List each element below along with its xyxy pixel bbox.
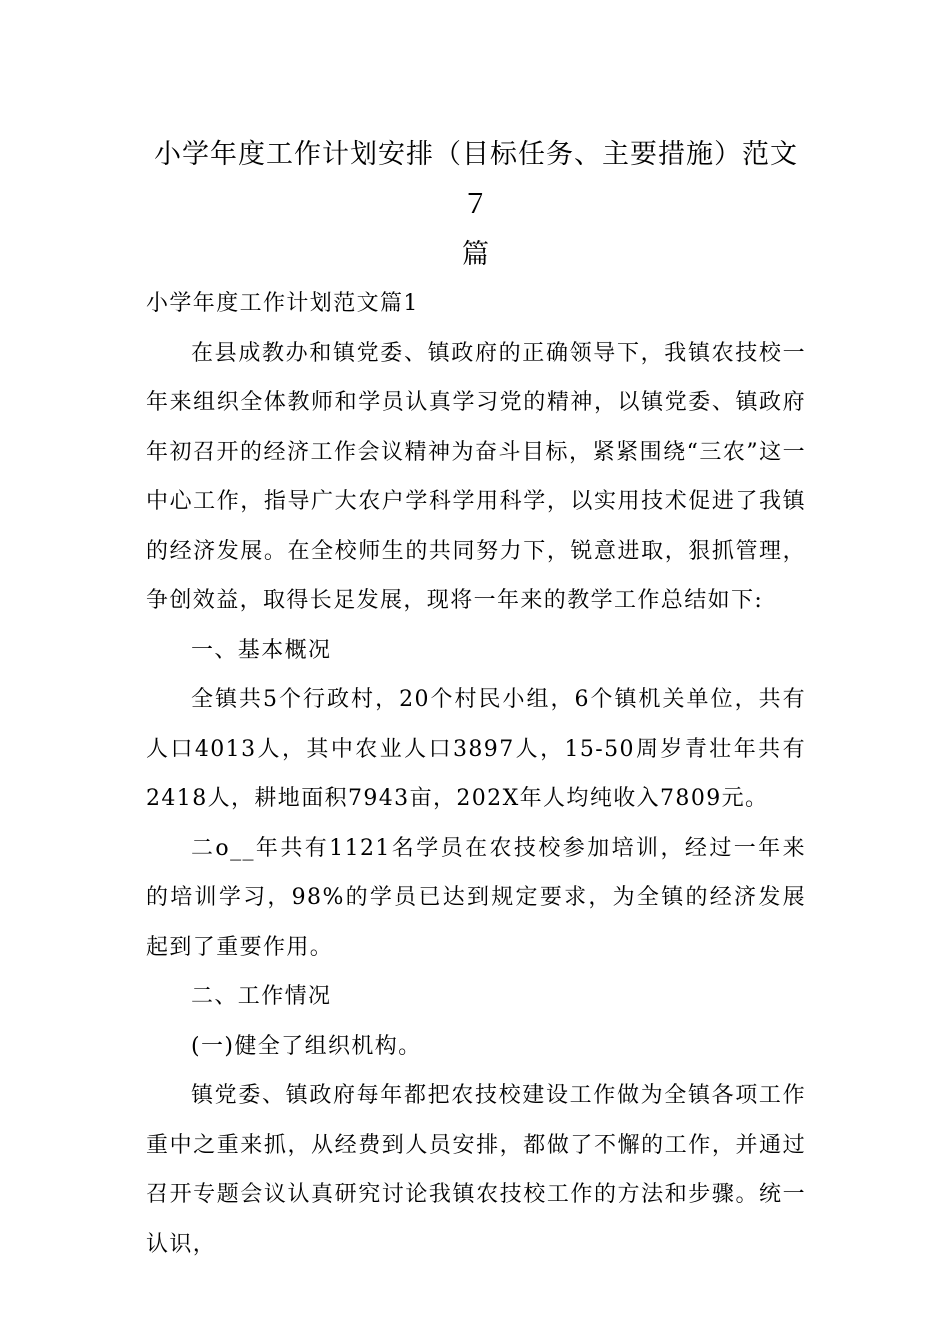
training-paragraph: 二o__年共有1121名学员在农技校参加培训，经过一年来的培训学习，98%的学员已达到规定要求，为全镇的经济发展起到了重要作用。	[146, 835, 806, 960]
section-heading: 小学年度工作计划范文篇1	[146, 291, 419, 316]
subheading-organization: (一)健全了组织机构。	[191, 1033, 422, 1059]
organization-paragraph: 镇党委、镇政府每年都把农技校建设工作做为全镇各项工作重中之重来抓，从经费到人员安排，都做了不懈的工作，并通过召开专题会议认真研究讨论我镇农技校工作的方法和步骤。统一认识，	[146, 1083, 806, 1257]
subheading-overview: 一、基本概况	[191, 637, 332, 663]
document-title	[146, 130, 806, 280]
title-line-1: 小学年度工作计划安排（目标任务、主要措施）范文７	[154, 139, 798, 220]
subheading-work: 二、工作情况	[191, 984, 332, 1009]
overview-paragraph: 全镇共5个行政村，20个村民小组，6个镇机关单位，共有人口4013人，其中农业人口3897人，15-50周岁青壮年共有2418人，耕地面积7943亩，202X年人均纯收入7809元。	[146, 687, 806, 811]
intro-paragraph: 在县成教办和镇党委、镇政府的正确领导下，我镇农技校一年来组织全体教师和学员认真学习党的精神，以镇党委、镇政府年初召开的经济工作会议精神为奋斗目标，紧紧围绕“三农”这一中心工作，指导广大农户学科学用科学，以实用技术促进了我镇的经济发展。在全校师生的共同努力下，锐意进取，狠抓管理，争创效益，取得长足发展，现将一年来的教学工作总结如下:	[146, 340, 806, 613]
title-line-2: 篇	[462, 239, 490, 270]
document-body	[146, 279, 806, 1269]
